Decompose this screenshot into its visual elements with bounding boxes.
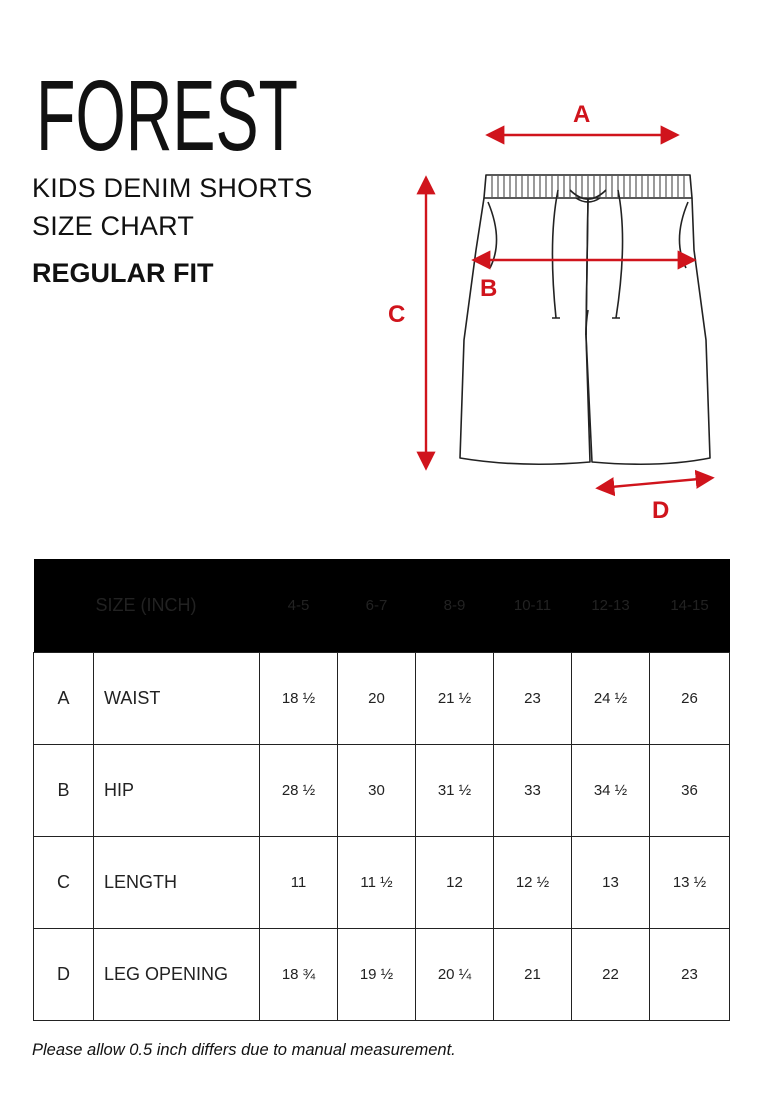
product-title: KIDS DENIM SHORTS [32, 173, 313, 203]
fit-label: REGULAR FIT [32, 258, 214, 288]
table-cell: 21 ½ [416, 653, 494, 745]
measurement-code: A [34, 653, 94, 745]
table-cell: 13 ½ [650, 837, 730, 929]
size-header: 4-5 [260, 559, 338, 653]
measurement-note: Please allow 0.5 inch differs due to manual measurement. [32, 1041, 456, 1059]
measurement-name: LENGTH [94, 837, 260, 929]
table-cell: 13 [572, 837, 650, 929]
brand-name: FOREST [36, 60, 298, 172]
table-cell: 31 ½ [416, 745, 494, 837]
table-cell: 19 ½ [338, 929, 416, 1021]
table-cell: 33 [494, 745, 572, 837]
table-cell: 11 ½ [338, 837, 416, 929]
measurement-name: LEG OPENING [94, 929, 260, 1021]
size-column-header: SIZE (INCH) [34, 559, 260, 653]
size-header: 12-13 [572, 559, 650, 653]
dimension-d-arrow [600, 478, 710, 488]
size-header: 10-11 [494, 559, 572, 653]
size-chart-table [33, 559, 730, 1021]
size-header: 14-15 [650, 559, 730, 653]
table-cell: 24 ½ [572, 653, 650, 745]
measurement-code: D [34, 929, 94, 1021]
table-cell: 22 [572, 929, 650, 1021]
table-cell: 12 ½ [494, 837, 572, 929]
size-header: 8-9 [416, 559, 494, 653]
table-cell: 30 [338, 745, 416, 837]
table-cell: 23 [650, 929, 730, 1021]
measurement-code: B [34, 745, 94, 837]
measurement-code: C [34, 837, 94, 929]
chart-title: SIZE CHART [32, 211, 195, 241]
table-cell: 18 ½ [260, 653, 338, 745]
dimension-c-label: C [388, 301, 406, 328]
dimension-a-label: A [573, 101, 591, 128]
table-cell: 20 ¼ [416, 929, 494, 1021]
dimension-d-label: D [652, 497, 670, 524]
size-header: 6-7 [338, 559, 416, 653]
table-row [34, 653, 730, 745]
shorts-illustration [460, 175, 710, 464]
table-cell: 20 [338, 653, 416, 745]
table-header-row [34, 559, 730, 653]
measurement-name: WAIST [94, 653, 260, 745]
table-cell: 18 ¾ [260, 929, 338, 1021]
table-row [34, 837, 730, 929]
shorts-diagram [380, 90, 740, 530]
measurement-name: HIP [94, 745, 260, 837]
table-cell: 21 [494, 929, 572, 1021]
table-cell: 11 [260, 837, 338, 929]
table-row [34, 745, 730, 837]
dimension-b-label: B [480, 275, 498, 302]
table-cell: 26 [650, 653, 730, 745]
table-row [34, 929, 730, 1021]
table-cell: 28 ½ [260, 745, 338, 837]
brand-logo [36, 58, 306, 172]
table-cell: 12 [416, 837, 494, 929]
table-cell: 34 ½ [572, 745, 650, 837]
table-cell: 23 [494, 653, 572, 745]
table-cell: 36 [650, 745, 730, 837]
